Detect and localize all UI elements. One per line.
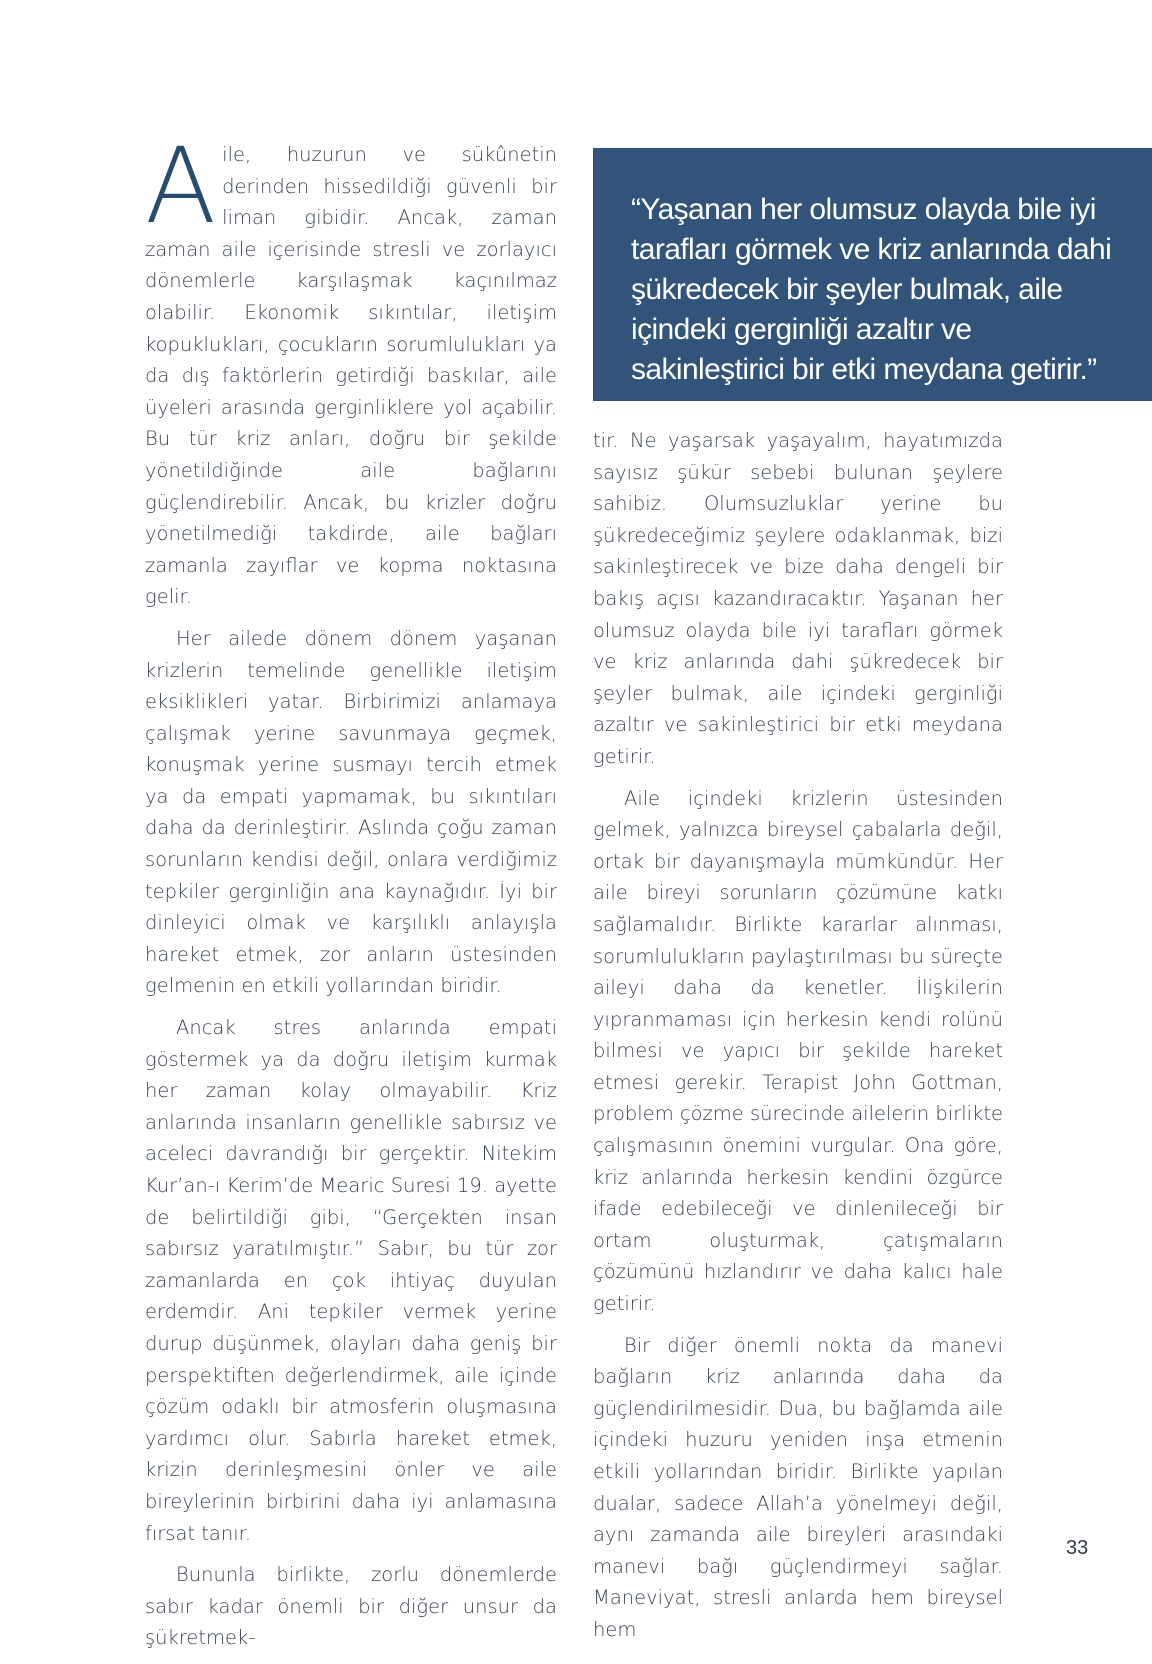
paragraph [145,125,557,613]
paragraph: Bir diğer önemli nokta da manevi bağların kriz anlarında daha da güçlendirilmesidir. Dua, bu bağlamda aile içindeki huzuru yeniden inşa etmenin etkili yollarından biridir. Birlikte yapılan dualar, sadece Allah’a yönelmeyi değil, aynı zamanda aile bireyleri arasındaki manevi bağı güçlendirmeyi sağlar. Maneviyat, stresli anlarda hem bireysel hem [593,1333,1003,1641]
drop-cap: A [145,125,217,247]
pull-quote: “Yaşanan her olumsuz olayda bile iyi tarafları görmek ve kriz anlarında dahi şükredecek bir şeyler bulmak, aile içindeki gerginliği azaltır ve sakinleştirici bir etki meydana getirir.” [593,148,1152,401]
paragraph: Aile içindeki krizlerin üstesinden gelmek, yalnızca bireysel çabalarla değil, ortak bir dayanışmayla mümkündür. Her aile bireyi sorunların çözümüne katkı sağlamalıdır. Birlikte kararlar alınması, sorumlulukların paylaştırılması bu süreçte aileyi daha da kenetler. İlişkilerin yıpranmaması için herkesin kendi rolünü bilmesi ve yapıcı bir şekilde hareket etmesi gerekir. Terapist John Gottman, problem çözme sürecinde ailelerin birlikte çalışmasının önemini vurgular. Ona göre, kriz anlarında herkesin kendini özgürce ifade edebileceği ve dinlenileceği bir ortam oluşturmak, çatışmaların çözümünü hızlandırır ve daha kalıcı hale getirir. [593,786,1003,1316]
paragraph-text: ile, huzurun ve sükûnetin derinden hissedildiği güvenli bir liman gibidir. Ancak, zaman zaman aile içerisinde stresli ve zorlayıcı dönemlerle karşılaşmak kaçınılmaz olabilir. Ekonomik sıkıntılar, iletişim kopuklukları, çocukların sorumlulukları ya da dış faktörlerin getirdiği baskılar, aile üyeleri arasında gerginliklere yol açabilir. Bu tür kriz anları, doğru bir şekilde yönetildiğinde aile bağlarını güçlendirebilir. Ancak, bu krizler doğru yönetilmediği takdirde, aile bağları zamanla zayıflar ve kopma noktasına gelir. [145,143,557,609]
paragraph: Ancak stres anlarında empati göstermek ya da doğru iletişim kurmak her zaman kolay olmayabilir. Kriz anlarında insanların genellikle sabırsız ve aceleci davrandığı bir gerçektir. Nitekim Kur’an-ı Kerim’de Mearic Suresi 19. ayette de belirtildiği gibi, “Gerçekten insan sabırsız yaratılmıştır.” Sabır, bu tür zor zamanlarda en çok ihtiyaç duyulan erdemdir. Ani tepkiler vermek yerine durup düşünmek, olayları daha geniş bir perspektiften değerlendirmek, aile içinde çözüm odaklı bir atmosferin oluşmasına yardımcı olur. Sabırla hareket etmek, krizin derinleşmesini önler ve aile bireylerinin birbirini daha iyi anlamasına fırsat tanır. [145,1016,557,1545]
paragraph: tir. Ne yaşarsak yaşayalım, hayatımızda sayısız şükür sebebi bulunan şeylere sahibiz. Olumsuzluklar yerine bu şükredeceğimiz şeylere odaklanmak, bizi sakinleştirecek ve bize daha dengeli bir bakış açısı kazandıracaktır. Yaşanan her olumsuz olayda bile iyi tarafları görmek ve kriz anlarında dahi şükredecek bir şeyler bulmak, aile içindeki gerginliği azaltır ve sakinleştirici bir etki meydana getirir. [593,429,1003,768]
right-column [593,425,1003,1656]
paragraph: Bununla birlikte, zorlu dönemlerde sabır kadar önemli bir diğer unsur da şükretmek- [145,1563,557,1650]
page-number: 33 [1066,1537,1089,1559]
left-column [145,125,557,1664]
paragraph: Her ailede dönem dönem yaşanan krizlerin temelinde genellikle iletişim eksiklikleri yatar. Birbirimizi anlamaya çalışmak yerine savunmaya geçmek, konuşmak yerine susmayı tercih etmek ya da empati yapmamak, bu sıkıntıları daha da derinleştirir. Aslında çoğu zaman sorunların kendisi değil, onlara verdiğimiz tepkiler gerginliğin ana kaynağıdır. İyi bir dinleyici olmak ve karşılıklı anlayışla hareket etmek, zor anların üstesinden gelmenin en etkili yollarından biridir. [145,626,557,998]
